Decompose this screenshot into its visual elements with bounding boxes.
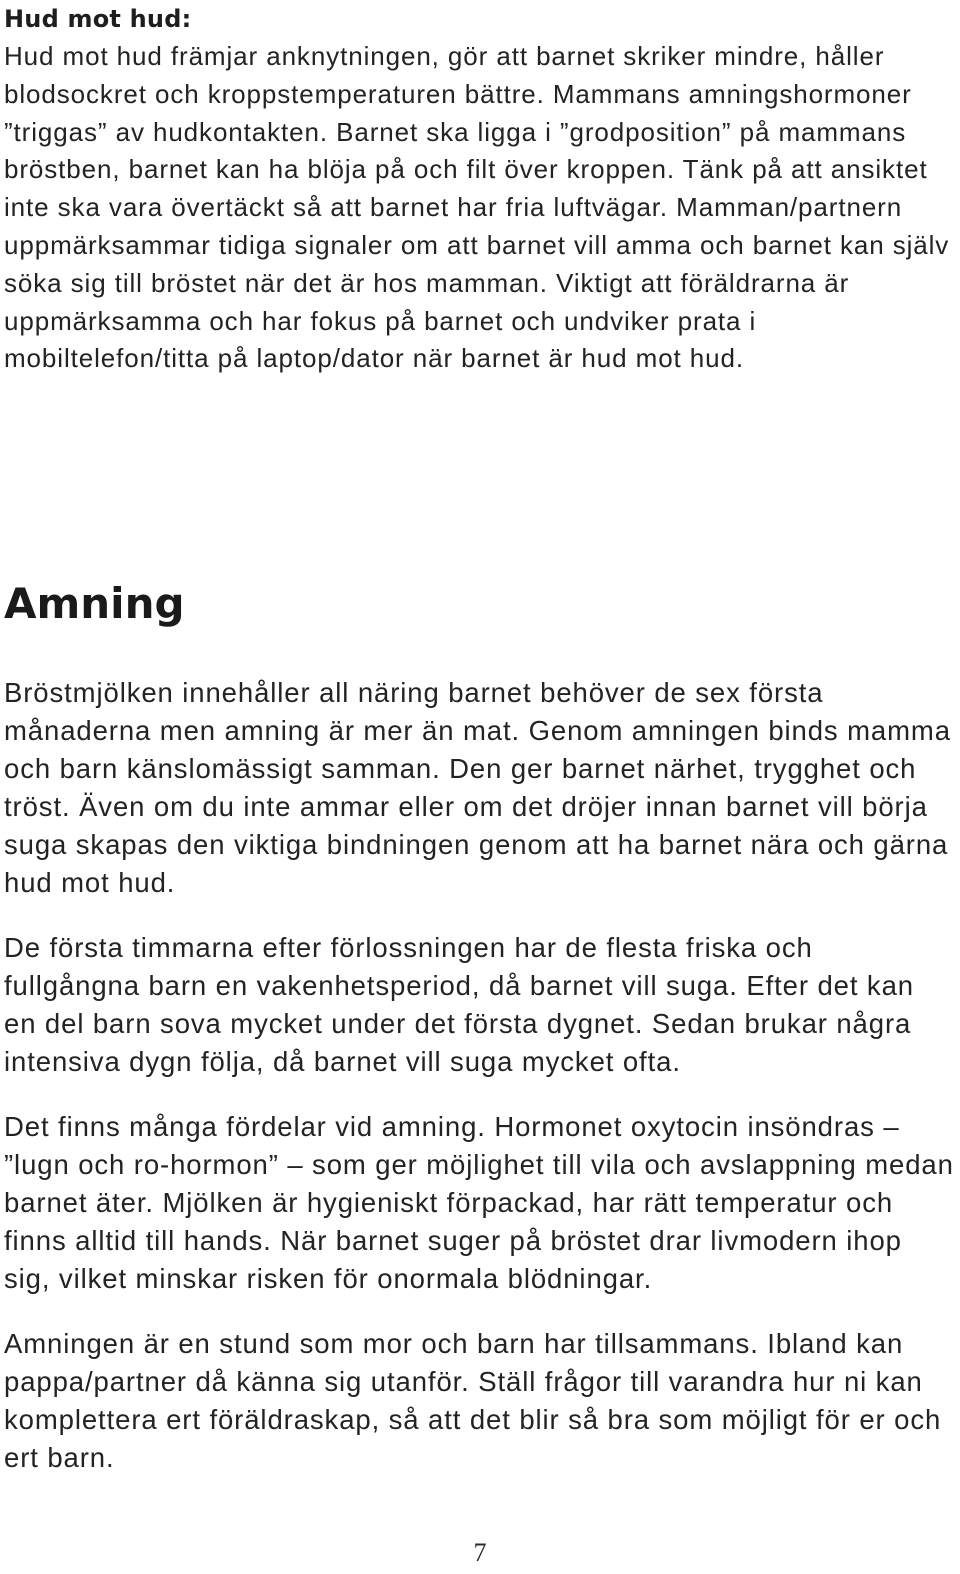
- amning-heading: Amning: [4, 579, 185, 628]
- hud-mot-hud-section: [4, 2, 950, 378]
- amning-section: [4, 574, 954, 1504]
- amning-paragraph-1: Bröstmjölken innehåller all näring barnet behöver de sex första månaderna men amning är mer än mat. Genom amningen binds mamma och barn känslomässigt samman. Den ger barnet närhet, trygghet och tröst. Även om du inte ammar eller om det dröjer innan barnet vill börja suga skapas den viktiga bindningen genom att ha barnet nära och gärna hud mot hud.: [4, 677, 951, 898]
- amning-body: [4, 674, 954, 1477]
- amning-paragraph-4: Amningen är en stund som mor och barn har tillsammans. Ibland kan pappa/partner då känna sig utanför. Ställ frågor till varandra hur ni kan komplettera ert föräldraskap, så att det blir så bra som möjligt för er och ert barn.: [4, 1328, 942, 1473]
- amning-paragraph-2: De första timmarna efter förlossningen har de flesta friska och fullgångna barn en vakenhetsperiod, då barnet vill suga. Efter det kan en del barn sova mycket under det första dygnet. Sedan brukar några intensiva dygn följa, då barnet vill suga mycket ofta.: [4, 932, 914, 1077]
- hud-mot-hud-paragraph: Hud mot hud främjar anknytningen, gör att barnet skriker mindre, håller blodsockret och kroppstemperaturen bättre. Mammans amningshormoner ”triggas” av hudkontakten. Barnet ska ligga i ”grodposition” på mammans bröstben, barnet kan ha blöja på och filt över kroppen. Tänk på att ansiktet inte ska vara övertäckt så att barnet har fria luftvägar. Mamman/partnern uppmärksammar tidiga signaler om att barnet vill amma och barnet kan själv söka sig till bröstet när det är hos mamman. Viktigt att föräldrarna är uppmärksamma och har fokus på barnet och undviker prata i mobiltelefon/titta på laptop/dator när barnet är hud mot hud.: [4, 41, 950, 374]
- page-number: 7: [473, 1538, 487, 1567]
- hud-mot-hud-heading: Hud mot hud:: [4, 5, 192, 33]
- amning-paragraph-3: Det finns många fördelar vid amning. Hormonet oxytocin insöndras – ”lugn och ro-hormon” – som ger möjlighet till vila och avslappning medan barnet äter. Mjölken är hygieniskt förpackad, har rätt temperatur och finns alltid till hands. När barnet suger på bröstet drar livmodern ihop sig, vilket minskar risken för onormala blödningar.: [4, 1111, 954, 1294]
